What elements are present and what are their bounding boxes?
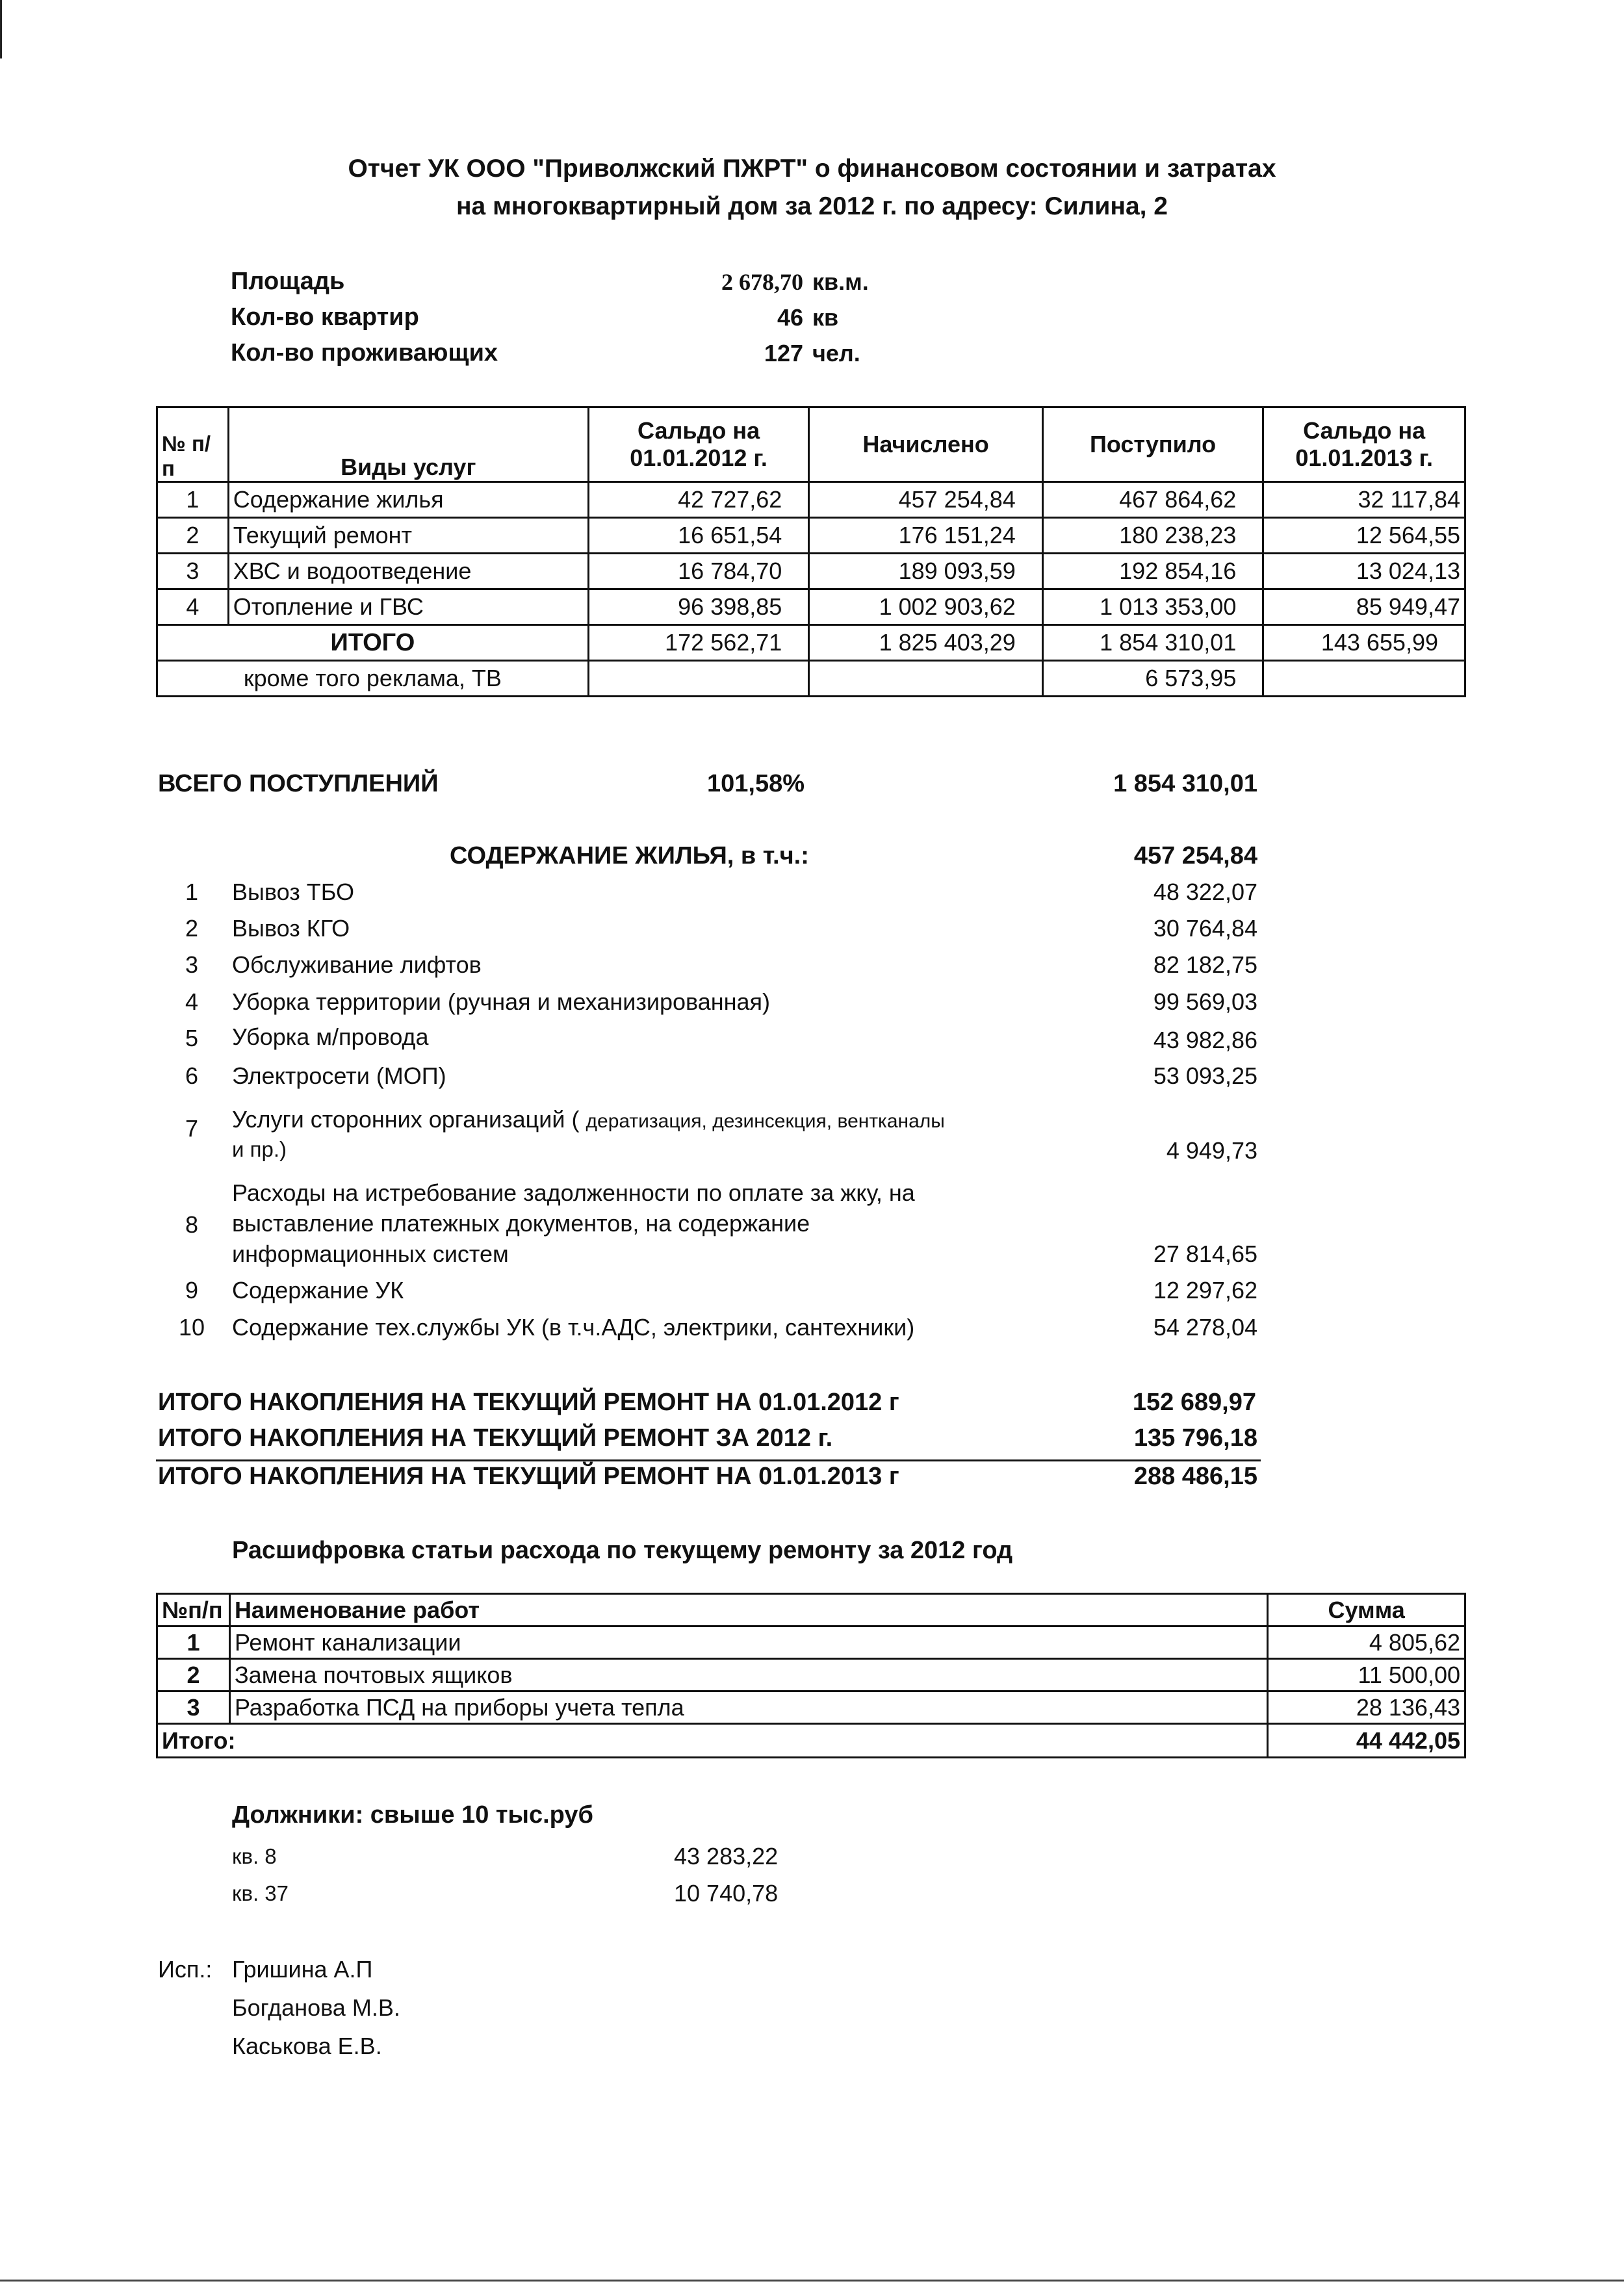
total-income-percent: 101,58% — [707, 770, 805, 797]
extra-label: кроме того реклама, ТВ — [157, 661, 589, 697]
services-row — [157, 554, 1465, 589]
debtor-apartment: кв. 37 — [232, 1881, 289, 1905]
row-charged: 189 093,59 — [809, 554, 1042, 589]
repair-breakdown-heading: Расшифровка статьи расхода по текущему ремонту за 2012 год — [232, 1537, 1013, 1564]
maintenance-item-label-small: дератизация, дезинсекция, вентканалы — [586, 1111, 945, 1132]
repair-breakdown-table — [156, 1593, 1466, 1758]
total-saldo-start: 172 562,71 — [588, 625, 809, 661]
row-saldo-start: 96 398,85 — [588, 589, 809, 625]
row-service: Отопление и ГВС — [228, 589, 588, 625]
row-service: ХВС и водоотведение — [228, 554, 588, 589]
maintenance-item-label: Содержание тех.службы УК (в т.ч.АДС, электрики, сантехники) — [232, 1314, 915, 1341]
header-num: № п/п — [157, 407, 229, 482]
header-received: Поступило — [1042, 407, 1263, 482]
row-num: 1 — [157, 482, 229, 518]
row-received: 180 238,23 — [1042, 518, 1263, 554]
maintenance-item-value: 12 297,62 — [1153, 1277, 1257, 1304]
repair-row-num: 1 — [157, 1626, 230, 1659]
extra-empty-cell — [809, 661, 1042, 697]
maintenance-item-label-main: Услуги сторонних организаций ( — [232, 1106, 580, 1133]
info-area-value: 2 678,70 — [721, 269, 803, 295]
maintenance-item-label: Содержание УК — [232, 1277, 404, 1304]
services-row — [157, 589, 1465, 625]
info-area-unit: кв.м. — [812, 268, 869, 295]
maintenance-item-label: Электросети (МОП) — [232, 1062, 446, 1089]
services-row — [157, 518, 1465, 554]
maintenance-item-num: 7 — [185, 1115, 199, 1142]
maintenance-item-label-line3: информационных систем — [232, 1240, 509, 1267]
maintenance-item-value: 43 982,86 — [1153, 1027, 1257, 1053]
repair-row — [157, 1659, 1465, 1691]
maintenance-item-value: 82 182,75 — [1153, 951, 1257, 978]
row-saldo-start: 16 784,70 — [588, 554, 809, 589]
header-service: Виды услуг — [228, 407, 588, 482]
maintenance-item-value: 53 093,25 — [1153, 1062, 1257, 1089]
maintenance-item-label: Обслуживание лифтов — [232, 951, 482, 978]
total-received: 1 854 310,01 — [1042, 625, 1263, 661]
maintenance-item-value: 30 764,84 — [1153, 915, 1257, 942]
repair-total-label: Итого: — [157, 1724, 1268, 1758]
maintenance-total: 457 254,84 — [1133, 842, 1257, 869]
row-charged: 176 151,24 — [809, 518, 1042, 554]
savings-divider — [156, 1459, 1261, 1461]
maintenance-item-value: 48 322,07 — [1153, 879, 1257, 905]
services-row — [157, 482, 1465, 518]
maintenance-item-num: 2 — [185, 915, 199, 942]
savings-end-label: ИТОГО НАКОПЛЕНИЯ НА ТЕКУЩИЙ РЕМОНТ НА 01.01.2013 г — [158, 1463, 899, 1490]
maintenance-item-label: Вывоз ТБО — [232, 879, 354, 905]
maintenance-item-value: 99 569,03 — [1153, 988, 1257, 1015]
maintenance-item-label: Уборка территории (ручная и механизированная) — [232, 988, 771, 1015]
scan-edge-mark — [0, 0, 2, 58]
row-received: 1 013 353,00 — [1042, 589, 1263, 625]
row-service: Текущий ремонт — [228, 518, 588, 554]
info-area-label: Площадь — [231, 268, 345, 295]
repair-header-work: Наименование работ — [229, 1594, 1267, 1626]
repair-row-work: Ремонт канализации — [229, 1626, 1267, 1659]
repair-total-sum: 44 442,05 — [1268, 1724, 1465, 1758]
total-income-value: 1 854 310,01 — [1113, 770, 1257, 797]
maintenance-item-num: 6 — [185, 1062, 199, 1089]
maintenance-item-label: Расходы на истребование задолженности по оплате за жку, на — [232, 1179, 915, 1206]
row-received: 467 864,62 — [1042, 482, 1263, 518]
total-label: ИТОГО — [157, 625, 589, 661]
savings-start-label: ИТОГО НАКОПЛЕНИЯ НА ТЕКУЩИЙ РЕМОНТ НА 01.01.2012 г — [158, 1389, 899, 1416]
maintenance-item-label: Вывоз КГО — [232, 915, 350, 942]
report-title-line2: на многоквартирный дом за 2012 г. по адресу: Силина, 2 — [456, 192, 1168, 220]
extra-empty-cell — [1263, 661, 1465, 697]
executor-name: Богданова М.В. — [232, 1994, 400, 2021]
services-extra-row — [157, 661, 1465, 697]
maintenance-item-num: 5 — [185, 1025, 199, 1051]
repair-row-work: Разработка ПСД на приборы учета тепла — [229, 1691, 1267, 1724]
row-saldo-start: 16 651,54 — [588, 518, 809, 554]
scan-bottom-edge — [0, 2280, 1624, 2282]
services-total-row — [157, 625, 1465, 661]
debtors-heading: Должники: свыше 10 тыс.руб — [232, 1801, 593, 1829]
header-saldo-start: Сальдо на 01.01.2012 г. — [588, 407, 809, 482]
repair-header-num: №п/п — [157, 1594, 230, 1626]
repair-row-num: 2 — [157, 1659, 230, 1691]
executors-label: Исп.: — [158, 1956, 213, 1983]
info-residents-value: 127 — [764, 340, 803, 366]
maintenance-item-label — [232, 1106, 945, 1133]
maintenance-heading: СОДЕРЖАНИЕ ЖИЛЬЯ, в т.ч.: — [450, 842, 809, 869]
row-charged: 1 002 903,62 — [809, 589, 1042, 625]
extra-empty-cell — [588, 661, 809, 697]
repair-row-num: 3 — [157, 1691, 230, 1724]
executor-name: Гришина А.П — [232, 1956, 373, 1983]
debtor-amount: 10 740,78 — [674, 1880, 779, 1907]
repair-row-sum: 28 136,43 — [1268, 1691, 1465, 1724]
total-income-label: ВСЕГО ПОСТУПЛЕНИЙ — [158, 770, 439, 797]
row-num: 2 — [157, 518, 229, 554]
maintenance-item-label-line2: и пр.) — [232, 1137, 287, 1161]
debtor-amount: 43 283,22 — [674, 1843, 779, 1870]
row-saldo-end: 13 024,13 — [1263, 554, 1465, 589]
info-residents-unit: чел. — [812, 340, 860, 366]
debtor-apartment: кв. 8 — [232, 1844, 277, 1868]
row-received: 192 854,16 — [1042, 554, 1263, 589]
maintenance-item-label-line2: выставление платежных документов, на содержание — [232, 1210, 810, 1237]
row-saldo-end: 32 117,84 — [1263, 482, 1465, 518]
savings-start-value: 152 689,97 — [1132, 1389, 1256, 1416]
repair-row-work: Замена почтовых ящиков — [229, 1659, 1267, 1691]
row-service: Содержание жилья — [228, 482, 588, 518]
services-table — [156, 406, 1466, 697]
report-title-line1: Отчет УК ООО "Приволжский ПЖРТ" о финансовом состоянии и затратах — [348, 155, 1276, 183]
extra-received: 6 573,95 — [1042, 661, 1263, 697]
row-num: 3 — [157, 554, 229, 589]
total-charged: 1 825 403,29 — [809, 625, 1042, 661]
savings-year-value: 135 796,18 — [1133, 1424, 1257, 1452]
maintenance-item-num: 1 — [185, 879, 199, 905]
maintenance-item-num: 3 — [185, 951, 199, 978]
maintenance-item-num: 9 — [185, 1277, 199, 1304]
row-saldo-end: 12 564,55 — [1263, 518, 1465, 554]
row-charged: 457 254,84 — [809, 482, 1042, 518]
maintenance-item-value: 27 814,65 — [1153, 1240, 1257, 1267]
info-apartments-unit: кв — [812, 304, 839, 331]
header-charged: Начислено — [809, 407, 1042, 482]
repair-header-row — [157, 1594, 1465, 1626]
row-saldo-start: 42 727,62 — [588, 482, 809, 518]
executor-name: Каськова Е.В. — [232, 2033, 382, 2059]
savings-year-label: ИТОГО НАКОПЛЕНИЯ НА ТЕКУЩИЙ РЕМОНТ ЗА 2012 г. — [158, 1424, 833, 1452]
repair-row — [157, 1691, 1465, 1724]
services-header-row — [157, 407, 1465, 482]
total-saldo-end: 143 655,99 — [1263, 625, 1465, 661]
maintenance-item-value: 54 278,04 — [1153, 1314, 1257, 1341]
maintenance-item-label: Уборка м/провода — [232, 1023, 429, 1050]
maintenance-item-num: 4 — [185, 988, 199, 1015]
repair-header-sum: Сумма — [1268, 1594, 1465, 1626]
info-apartments-value: 46 — [777, 304, 803, 331]
maintenance-item-num: 10 — [178, 1314, 205, 1341]
info-residents-label: Кол-во проживающих — [231, 339, 498, 366]
repair-row-sum: 11 500,00 — [1268, 1659, 1465, 1691]
info-apartments-label: Кол-во квартир — [231, 303, 419, 331]
row-saldo-end: 85 949,47 — [1263, 589, 1465, 625]
header-saldo-end: Сальдо на 01.01.2013 г. — [1263, 407, 1465, 482]
repair-row — [157, 1626, 1465, 1659]
repair-row-sum: 4 805,62 — [1268, 1626, 1465, 1659]
row-num: 4 — [157, 589, 229, 625]
maintenance-item-num: 8 — [185, 1211, 199, 1238]
savings-end-value: 288 486,15 — [1133, 1463, 1257, 1490]
repair-total-row — [157, 1724, 1465, 1758]
maintenance-item-value: 4 949,73 — [1166, 1137, 1257, 1164]
